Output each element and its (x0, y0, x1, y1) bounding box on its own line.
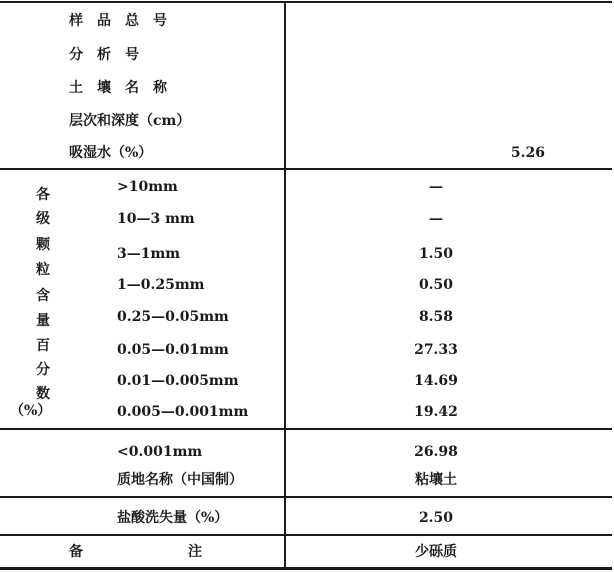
group-label-char: 量 (36, 313, 50, 329)
size-value-1-025: 0.50 (418, 277, 454, 293)
size-value-0005-0001: 19.42 (414, 404, 458, 420)
size-value-3-1: 1.50 (418, 246, 454, 262)
group-label-char: 级 (36, 211, 50, 227)
top-rule (0, 1, 612, 3)
texture-name-label: 质地名称（中国制） (117, 472, 243, 488)
size-value-10-3: — (429, 211, 443, 227)
group-label-char: 分 (36, 362, 50, 378)
hcl-loss-value: 2.50 (418, 510, 454, 526)
size-label-gt10: >10mm (117, 179, 178, 195)
rule-after-texture (0, 496, 612, 498)
size-label-1-025: 1—0.25mm (117, 277, 205, 293)
size-value-001-0005: 14.69 (414, 373, 458, 389)
size-label-10-3: 10—3 mm (117, 211, 195, 227)
analysis-number-label: 分析号 (69, 47, 153, 63)
bottom-rule (0, 567, 612, 570)
size-value-005-001: 27.33 (414, 342, 458, 358)
remarks-label-left: 备 (69, 544, 83, 560)
hygroscopic-water-label: 吸湿水（%） (69, 145, 153, 161)
soil-name-label: 土壤名称 (69, 80, 181, 96)
size-value-025-005: 8.58 (418, 309, 454, 325)
clay-value: 26.98 (414, 444, 458, 460)
size-label-005-001: 0.05—0.01mm (117, 342, 229, 358)
hcl-loss-label: 盐酸洗失量（%） (117, 510, 229, 526)
clay-label: <0.001mm (117, 444, 203, 460)
hygroscopic-water-value: 5.26 (510, 145, 545, 161)
group-label-char: 各 (36, 187, 50, 203)
group-label-char: 粒 (36, 262, 50, 278)
remarks-label-right: 注 (188, 544, 202, 560)
group-label-char: 百 (36, 338, 50, 354)
sample-number-label: 样品总号 (69, 13, 181, 29)
group-label-char: 含 (36, 288, 50, 304)
size-label-0005-0001: 0.005—0.001mm (117, 404, 249, 420)
group-label-char: （%） (10, 403, 52, 419)
size-label-025-005: 0.25—0.05mm (117, 309, 229, 325)
group-label-char: 数 (36, 386, 50, 402)
texture-name-value: 粘壤土 (415, 472, 457, 488)
horizon-depth-label: 层次和深度（cm） (69, 113, 191, 129)
size-label-3-1: 3—1mm (117, 246, 181, 262)
group-label-char: 颗 (36, 237, 50, 253)
rule-after-hygroscopic (0, 168, 612, 170)
rule-after-hcl (0, 534, 612, 536)
size-value-gt10: — (429, 179, 443, 195)
size-label-001-0005: 0.01—0.005mm (117, 373, 239, 389)
rule-after-particles (0, 428, 612, 430)
remarks-value: 少砾质 (415, 544, 457, 560)
